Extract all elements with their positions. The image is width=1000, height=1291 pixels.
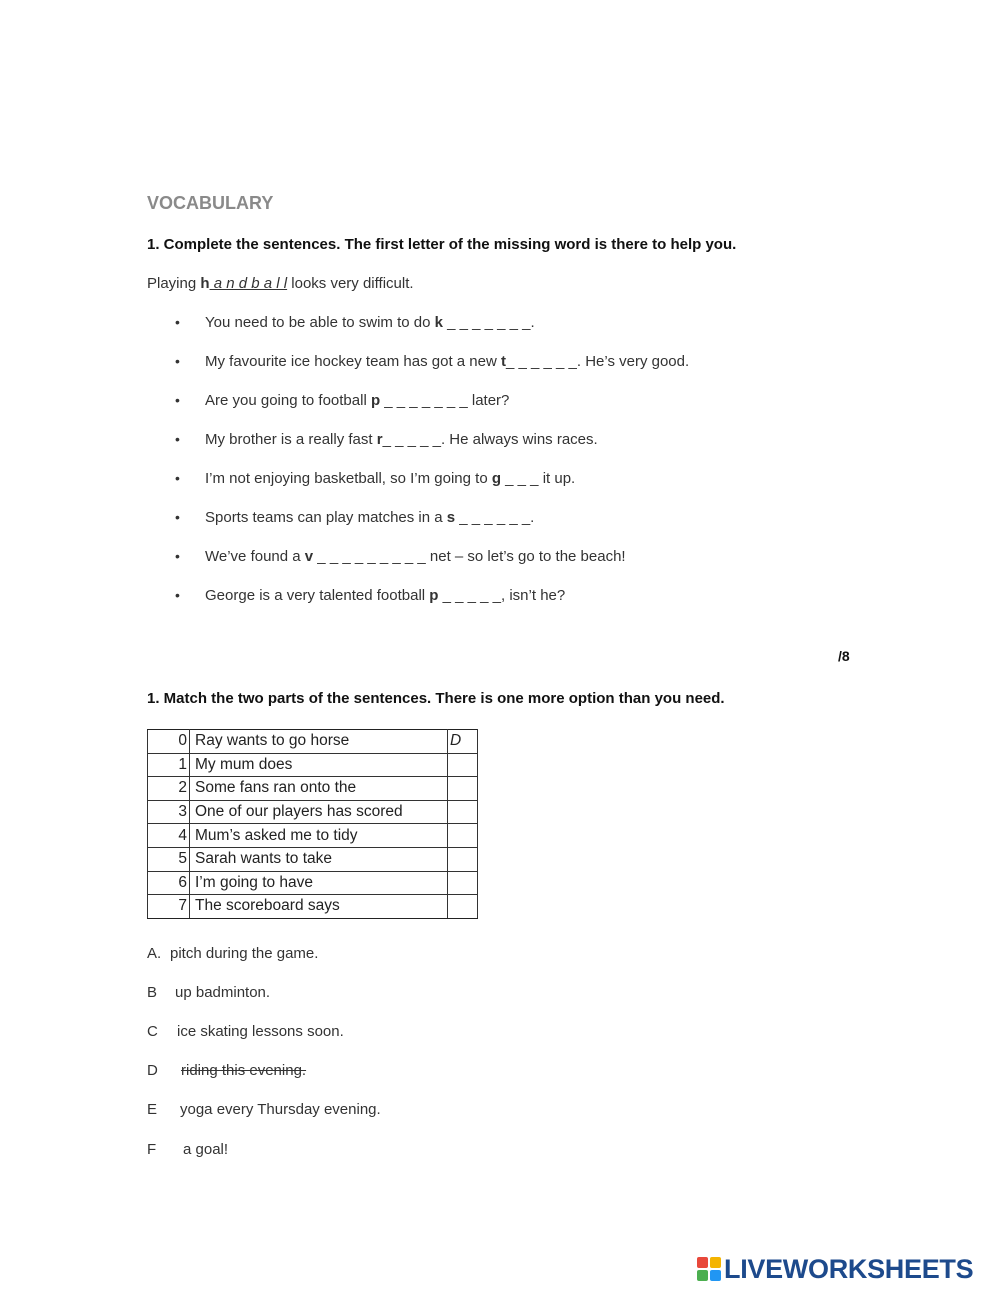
gap-sentence-2[interactable] <box>205 353 689 370</box>
row-number: 6 <box>148 871 190 895</box>
table-row <box>148 800 478 824</box>
answer-box[interactable] <box>448 847 478 871</box>
option-letter: F <box>147 1141 157 1158</box>
option-text: a goal! <box>183 1141 229 1158</box>
bullet: • <box>175 509 180 525</box>
gap-sentence-4[interactable] <box>205 431 598 448</box>
option-a <box>147 945 318 962</box>
option-letter: C <box>147 1023 158 1040</box>
row-text: The scoreboard says <box>190 895 448 919</box>
sentence-text: I’m not enjoying basketball, so I’m going to <box>205 470 492 487</box>
sentence-text: George is a very talented football <box>205 587 430 604</box>
row-text: Some fans ran onto the <box>190 777 448 801</box>
option-letter: D <box>147 1062 158 1079</box>
table-row <box>148 895 478 919</box>
row-text: Sarah wants to take <box>190 847 448 871</box>
bullet: • <box>175 470 180 486</box>
example-sentence <box>147 275 414 292</box>
example-post: looks very difficult. <box>287 275 414 292</box>
sentence-text: Sports teams can play matches in a <box>205 509 447 526</box>
row-text: I’m going to have <box>190 871 448 895</box>
option-letter: B <box>147 984 158 1001</box>
example-pre: Playing <box>147 275 201 292</box>
answer-box[interactable] <box>448 871 478 895</box>
answer-box[interactable] <box>448 777 478 801</box>
example-answer: a n d b a l l <box>209 275 288 292</box>
answer-blank[interactable]: _ _ _ _ _ _ _. <box>442 314 535 331</box>
answer-blank[interactable]: _ _ _ _ _. He always wins races. <box>382 431 598 448</box>
logo-text: LIVEWORKSHEETS <box>724 1253 974 1284</box>
answer-box[interactable] <box>448 800 478 824</box>
table-row <box>148 753 478 777</box>
gap-sentence-7[interactable] <box>205 548 626 565</box>
sentence-text: My favourite ice hockey team has got a new <box>205 353 501 370</box>
option-e <box>147 1101 381 1118</box>
option-text: pitch during the game. <box>170 945 319 962</box>
option-text: up badminton. <box>175 984 271 1001</box>
table-row <box>148 871 478 895</box>
answer-box[interactable]: D <box>448 730 478 754</box>
row-number: 2 <box>148 777 190 801</box>
answer-blank[interactable]: _ _ _ _ _, isn’t he? <box>438 587 566 604</box>
row-number: 0 <box>148 730 190 754</box>
first-letter: p <box>370 392 381 409</box>
liveworksheets-logo <box>697 1253 973 1285</box>
bullet: • <box>175 314 180 330</box>
row-number: 5 <box>148 847 190 871</box>
bullet: • <box>175 587 180 603</box>
instruction-2: 1. Match the two parts of the sentences. There is one more option than you need. <box>147 690 725 707</box>
logo-blocks-icon <box>697 1257 721 1281</box>
option-letter: E <box>147 1101 158 1118</box>
table-row <box>148 777 478 801</box>
answer-box[interactable] <box>448 895 478 919</box>
first-letter: k <box>434 314 443 331</box>
option-f <box>147 1141 228 1158</box>
row-text: One of our players has scored <box>190 800 448 824</box>
first-letter: s <box>446 509 456 526</box>
bullet: • <box>175 392 180 408</box>
answer-box[interactable] <box>448 824 478 848</box>
gap-sentence-1[interactable] <box>205 314 535 331</box>
table-row <box>148 847 478 871</box>
matching-table <box>147 729 478 919</box>
answer-blank[interactable]: _ _ _ _ _ _ _ _ _ net – so let’s go to the beach! <box>313 548 626 565</box>
gap-sentence-5[interactable] <box>205 470 575 487</box>
row-number: 4 <box>148 824 190 848</box>
option-text: ice skating lessons soon. <box>177 1023 344 1040</box>
answer-blank[interactable]: _ _ _ it up. <box>501 470 576 487</box>
bullet: • <box>175 353 180 369</box>
instruction-1: 1. Complete the sentences. The first letter of the missing word is there to help you. <box>147 236 737 253</box>
first-letter: v <box>304 548 314 565</box>
option-d-used <box>147 1062 306 1079</box>
gap-sentence-3[interactable] <box>205 392 509 409</box>
gap-sentence-8[interactable] <box>205 587 565 604</box>
gap-sentence-6[interactable] <box>205 509 534 526</box>
bullet: • <box>175 431 180 447</box>
sentence-text: Are you going to football <box>205 392 371 409</box>
example-first-letter: h <box>200 275 210 292</box>
first-letter: t <box>500 353 506 370</box>
first-letter: r <box>376 431 383 448</box>
sentence-text: My brother is a really fast <box>205 431 377 448</box>
row-number: 7 <box>148 895 190 919</box>
answer-blank[interactable]: _ _ _ _ _ _ _ later? <box>380 392 510 409</box>
option-text: yoga every Thursday evening. <box>180 1101 381 1118</box>
row-text: My mum does <box>190 753 448 777</box>
answer-blank[interactable]: _ _ _ _ _ _. <box>455 509 535 526</box>
score-label: /8 <box>838 648 850 664</box>
row-text: Ray wants to go horse <box>190 730 448 754</box>
first-letter: g <box>491 470 501 487</box>
answer-box[interactable] <box>448 753 478 777</box>
sentence-text: You need to be able to swim to do <box>205 314 435 331</box>
answer-blank[interactable]: _ _ _ _ _ _. He’s very good. <box>505 353 690 370</box>
section-heading: VOCABULARY <box>147 193 274 213</box>
option-c <box>147 1023 344 1040</box>
option-text: riding this evening. <box>181 1062 307 1079</box>
sentence-text: We’ve found a <box>205 548 305 565</box>
option-b <box>147 984 270 1001</box>
table-row <box>148 730 478 754</box>
bullet: • <box>175 548 180 564</box>
first-letter: p <box>429 587 439 604</box>
option-letter: A. <box>147 945 162 962</box>
row-number: 1 <box>148 753 190 777</box>
table-row <box>148 824 478 848</box>
row-number: 3 <box>148 800 190 824</box>
row-text: Mum’s asked me to tidy <box>190 824 448 848</box>
